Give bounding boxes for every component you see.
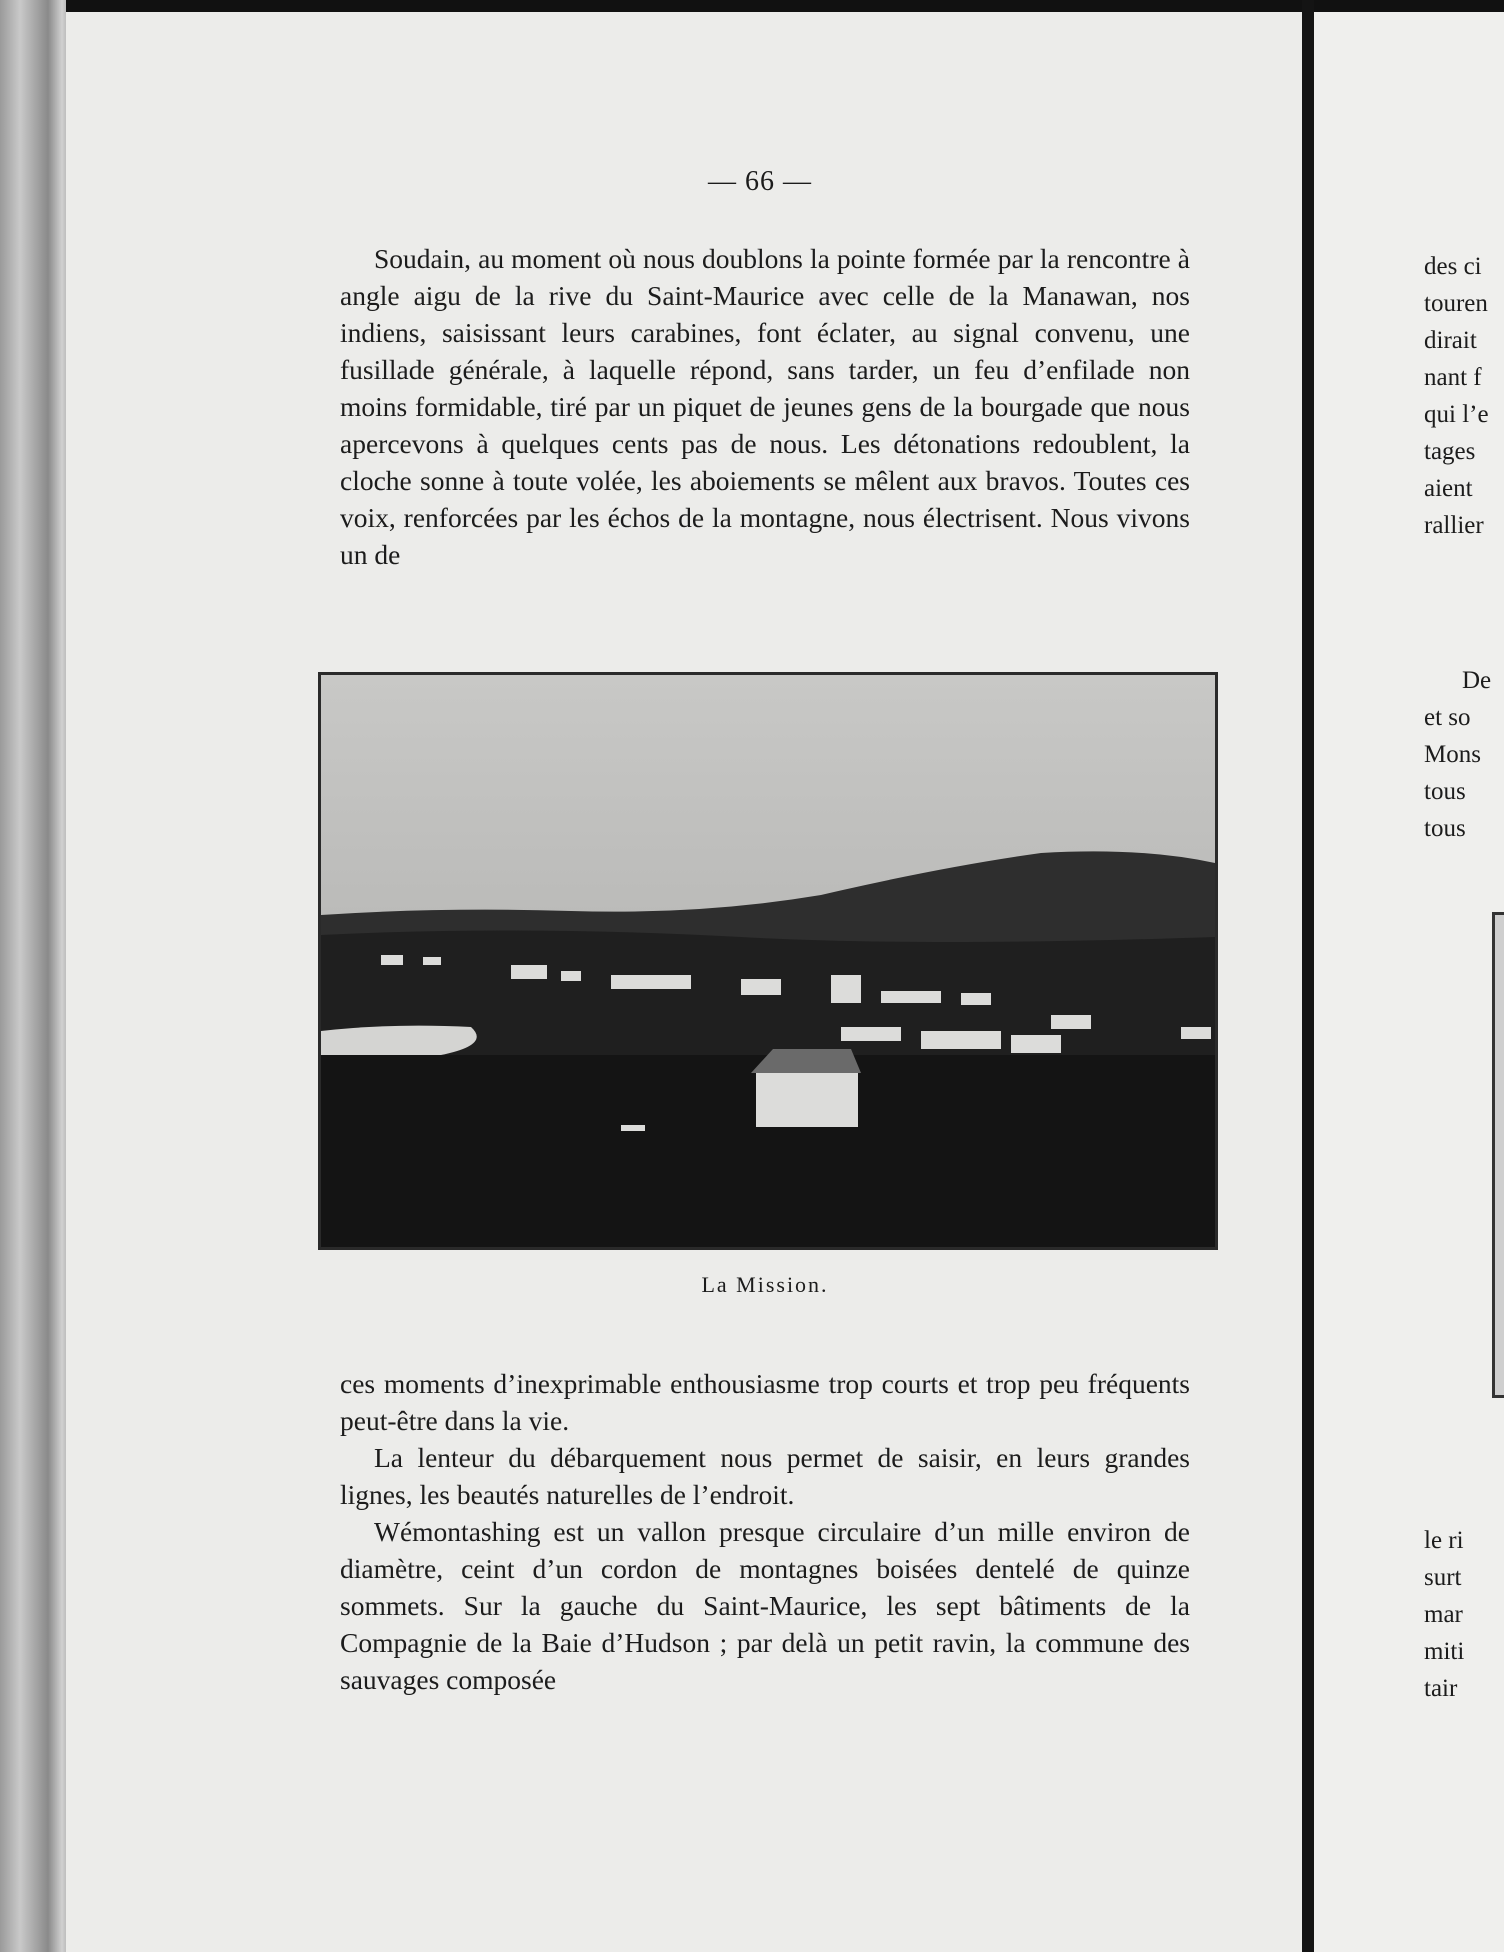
book-gutter [1302, 0, 1314, 1952]
right-page-text-1 [1424, 248, 1489, 544]
paragraph: ces moments d’inexprimable enthousiasme trop courts et trop peu fréquents peut-être dans la vie. [340, 1368, 1190, 1436]
text-fragment: tair [1424, 1675, 1458, 1702]
right-page-photo-edge [1492, 912, 1504, 1398]
text-fragment: et so [1424, 704, 1471, 731]
text-fragment: des ci [1424, 253, 1482, 280]
right-page-text-3 [1424, 1522, 1464, 1707]
paragraph: Soudain, au moment où nous doublons la pointe formée par la rencontre à angle aigu de la rive du Saint-Maurice avec celle de la Manawan, nos indiens, saisissant leurs carabines, font éclater, au signal convenu, une fusillade générale, à laquelle répond, sans tarder, un feu d’enfilade non moins formidable, tiré par un piquet de jeunes gens de la bourgade que nous apercevons à quelques cents pas de nous. Les détonations redoublent, la cloche sonne à toute volée, les aboiements se mêlent aux bravos. Toutes ces voix, renforcées par les échos de la montagne, nous électrisent. Nous vivons un de [340, 243, 1190, 570]
paragraph: Wémontashing est un vallon presque circulaire d’un mille environ de diamètre, ceint d’un cordon de montagnes boisées dentelé de quinze sommets. Sur la gauche du Saint-Maurice, les sept bâtiments de la Compagnie de la Baie d’Hudson ; par delà un petit ravin, la commune des sauvages composée [340, 1516, 1190, 1695]
photo-la-mission [318, 672, 1218, 1250]
text-fragment: surt [1424, 1564, 1462, 1591]
text-fragment: aient [1424, 475, 1473, 502]
text-fragment: nant f [1424, 364, 1482, 391]
right-page-text-2 [1424, 662, 1491, 847]
text-fragment: touren [1424, 290, 1488, 317]
text-fragment: tous [1424, 778, 1466, 805]
text-fragment: le ri [1424, 1527, 1464, 1554]
text-fragment: tages [1424, 438, 1476, 465]
text-fragment: dirait [1424, 327, 1477, 354]
book-edge [0, 0, 66, 1952]
text-fragment: qui l’e [1424, 401, 1489, 428]
page-number: — 66 — [708, 166, 812, 197]
text-fragment: rallier [1424, 512, 1484, 539]
text-fragment: tous [1424, 815, 1466, 842]
text-fragment: mar [1424, 1601, 1463, 1628]
text-block-top [340, 240, 1190, 573]
scan-top-edge [0, 0, 1504, 12]
photo-caption: La Mission. [701, 1272, 829, 1297]
text-fragment: De [1462, 667, 1492, 694]
text-fragment: Mons [1424, 741, 1481, 768]
landscape-photo [321, 675, 1215, 1247]
paragraph: La lenteur du débarquement nous permet de saisir, en leurs grandes lignes, les beautés naturelles de l’endroit. [340, 1442, 1190, 1510]
text-fragment: miti [1424, 1638, 1465, 1665]
text-block-bottom [340, 1365, 1190, 1698]
